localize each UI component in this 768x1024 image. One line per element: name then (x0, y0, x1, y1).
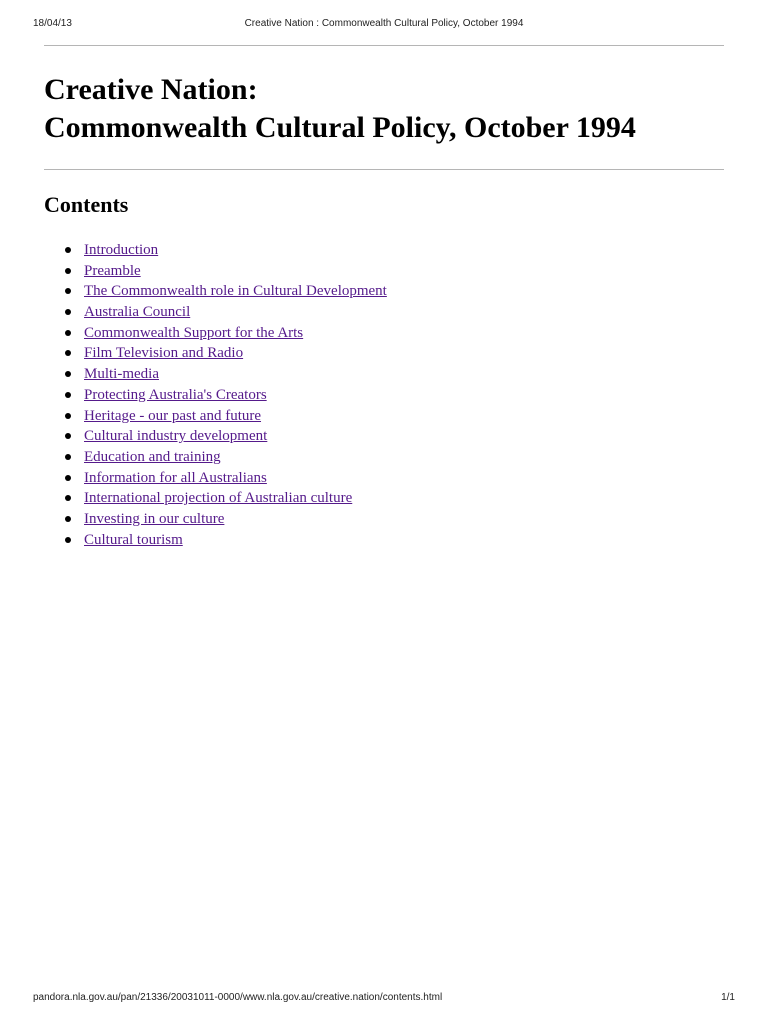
list-item (44, 509, 387, 530)
contents-link-introduction[interactable]: Introduction (84, 242, 159, 258)
bullet-icon (65, 350, 71, 356)
print-page-number: 1/1 (721, 992, 735, 1003)
page-title-line-2: Commonwealth Cultural Policy, October 1994 (44, 111, 636, 144)
top-divider (44, 45, 724, 46)
contents-link-multi-media[interactable]: Multi-media (84, 366, 159, 383)
bullet-icon (65, 247, 71, 253)
print-footer (33, 992, 735, 1006)
contents-list (44, 240, 387, 550)
bullet-icon (65, 495, 71, 501)
list-item (44, 468, 387, 489)
list-item (44, 426, 387, 447)
contents-link-heritage[interactable]: Heritage - our past and future (84, 407, 262, 424)
print-document-title: Creative Nation : Commonwealth Cultural Policy, October 1994 (244, 18, 524, 29)
bullet-icon (65, 433, 71, 439)
contents-link-education-training[interactable]: Education and training (84, 448, 221, 465)
print-date: 18/04/13 (33, 18, 72, 29)
bullet-icon (65, 454, 71, 460)
bullet-icon (65, 475, 71, 481)
list-item (44, 261, 387, 282)
contents-link-preamble[interactable]: Preamble (84, 262, 141, 279)
list-item (44, 240, 387, 261)
bullet-icon (65, 371, 71, 377)
list-item (44, 323, 387, 344)
contents-link-film-tv-radio[interactable]: Film Television and Radio (84, 345, 244, 362)
list-item (44, 447, 387, 468)
contents-link-support-for-arts[interactable]: Commonwealth Support for the Arts (84, 324, 304, 341)
page-title (44, 71, 636, 147)
bullet-icon (65, 516, 71, 522)
bullet-icon (65, 392, 71, 398)
list-item (44, 343, 387, 364)
title-divider (44, 169, 724, 170)
page-title-line-1: Creative Nation: (44, 73, 258, 106)
contents-link-investing[interactable]: Investing in our culture (84, 510, 225, 527)
bullet-icon (65, 330, 71, 336)
contents-link-australia-council[interactable]: Australia Council (84, 304, 191, 321)
contents-heading: Contents (44, 192, 129, 217)
contents-link-protecting-creators[interactable]: Protecting Australia's Creators (84, 386, 267, 403)
contents-link-information[interactable]: Information for all Australians (84, 469, 267, 486)
list-item (44, 385, 387, 406)
list-item (44, 488, 387, 509)
print-header (33, 18, 735, 32)
bullet-icon (65, 268, 71, 274)
print-url: pandora.nla.gov.au/pan/21336/20031011-0000/www.nla.gov.au/creative.nation/contents.html (33, 992, 443, 1003)
bullet-icon (65, 309, 71, 315)
list-item (44, 302, 387, 323)
bullet-icon (65, 288, 71, 294)
bullet-icon (65, 413, 71, 419)
contents-link-cultural-industry[interactable]: Cultural industry development (84, 428, 268, 445)
list-item (44, 530, 387, 551)
bullet-icon (65, 537, 71, 543)
list-item (44, 364, 387, 385)
contents-link-cultural-tourism[interactable]: Cultural tourism (84, 531, 183, 548)
contents-link-international-projection[interactable]: International projection of Australian culture (84, 490, 353, 507)
list-item (44, 406, 387, 427)
list-item (44, 281, 387, 302)
contents-link-commonwealth-role[interactable]: The Commonwealth role in Cultural Development (84, 283, 387, 300)
